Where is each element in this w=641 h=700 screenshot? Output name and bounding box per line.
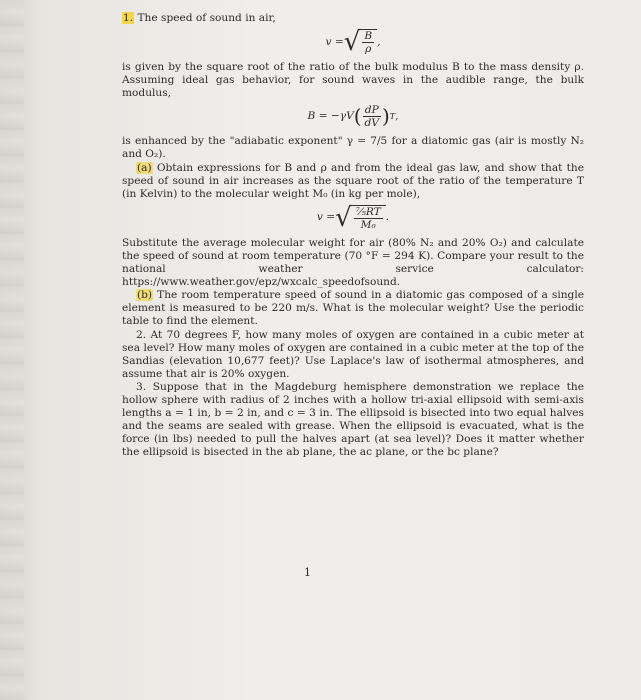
part-a-label: (a) (137, 161, 152, 174)
part-a-text: Obtain expressions for B and ρ and from the ideal gas law, and show that the speed of sound in air increases as the square root of the ratio of the temperature T (in Kelvin) to the molecular weight M₀ (in kg per mole), (122, 161, 584, 200)
eq2-tail: , (395, 110, 399, 123)
page-edge-shadow (0, 0, 24, 700)
equation-speed-temperature: v = √ $\frac{\text{⁷⁄₅RT}}{\text{M₀}}$ . (316, 202, 390, 233)
eq2-num: dP (364, 104, 379, 117)
eq2-sub: T (389, 112, 396, 122)
intro-text: The speed of sound in air, (137, 12, 276, 24)
eq1-lhs: v = (325, 35, 344, 48)
eq2-den: dV (364, 117, 379, 130)
eq3-den: M₀ (360, 218, 376, 231)
part-b-text: The room temperature speed of sound in a diatomic gas composed of a single element is measured to be 220 m/s. What is the molecular weight? Use the periodic table to find the element. (122, 289, 584, 328)
problem-3: 3. Suppose that in the Magdeburg hemisphere demonstration we replace the hollow sphere with radius of 2 inches with a hollow tri-axial ellipsoid with semi-axis lengths a = 1 in, b = 2 in, and c = 3 in. The ellipsoid is bisected into two equal halves and the seams are sealed with grease. When the ellipsoid is evacuated, what is the force (in lbs) needed to pull the halves apart (at sea level)? Does it matter whether the ellipsoid is bisected in the ab plane, the ac plane, or the bc plane? (122, 380, 584, 459)
eq1-num: B (364, 30, 373, 43)
eq2-lhs: B = −γV (307, 110, 354, 123)
eq3-tail: . (385, 211, 390, 224)
equation-bulk-modulus: B = −γV ( $\frac{dP}{dV}$ ) T , (307, 104, 399, 130)
weather-calculator-link[interactable]: https://www.weather.gov/epz/wxcalc_speedofsound. (122, 276, 401, 289)
eq3-lhs: v = (316, 211, 336, 224)
problem-1-number: 1. (123, 12, 134, 24)
substitute-text: Substitute the average molecular weight for air (80% N₂ and 20% O₂) and calculate the speed of sound at room temperature (70 °F = 294 K). Compare your result to the national weather service calculator: (122, 236, 584, 276)
paragraph-substitute (122, 237, 584, 289)
eq3-num: ⁷⁄₅RT (355, 205, 381, 218)
eq1-tail: , (377, 35, 381, 48)
paragraph-bulk-modulus: is given by the square root of the ratio of the bulk modulus B to the mass density ρ. Assuming ideal gas behavior, for sound waves in the audible range, the bulk modulus, (122, 61, 584, 100)
part-b (122, 289, 584, 328)
equation-speed-of-sound: v = √ $\frac{B}{\rho}$ , (325, 27, 381, 58)
problem-2: 2. At 70 degrees F, how many moles of oxygen are contained in a cubic meter at sea level? How many moles of oxygen are contained in a cubic meter at the top of the Sandias (elevation 10,677 feet)? Use Laplace's law of isothermal atmospheres, and assume that air is 20% oxygen. (122, 328, 584, 380)
homework-text (122, 12, 584, 459)
part-b-label: (b) (137, 289, 153, 302)
paragraph-adiabatic: is enhanced by the "adiabatic exponent" γ = 7/5 for a diatomic gas (air is mostly N₂ and O₂). (122, 135, 584, 161)
eq1-den: ρ (365, 43, 372, 56)
page-number: 1 (304, 566, 311, 579)
problem-1-intro (122, 12, 584, 25)
part-a (122, 162, 584, 201)
